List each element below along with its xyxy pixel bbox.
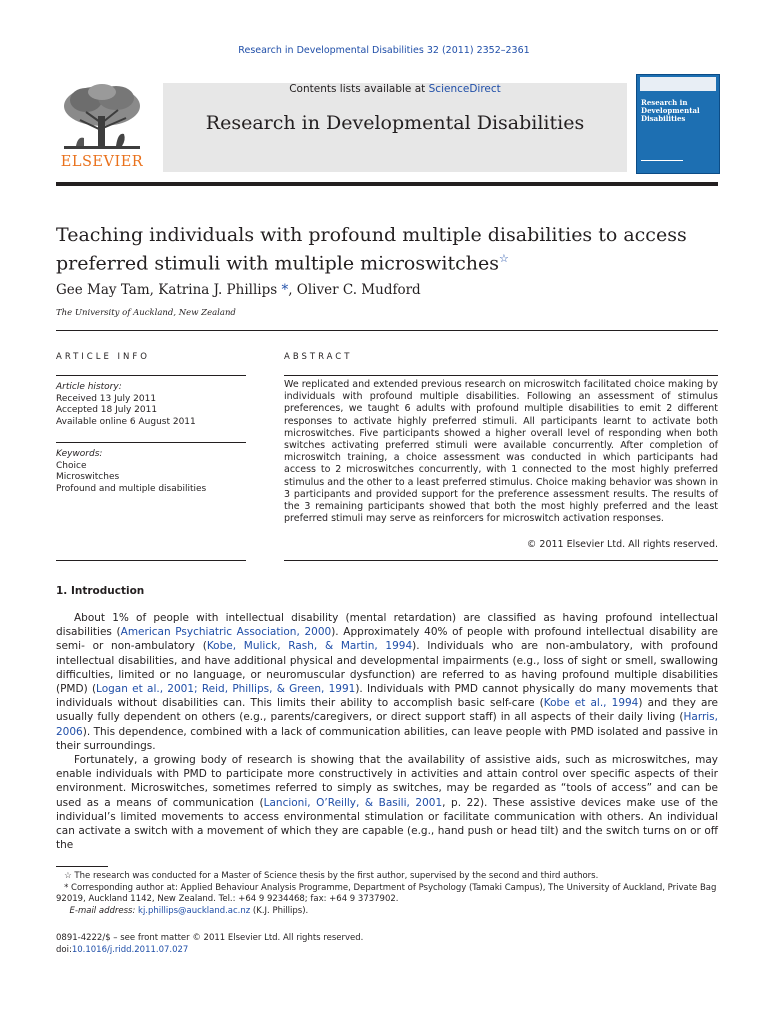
header-rule [56, 182, 718, 186]
footnote-rule [56, 866, 108, 867]
doi-label: doi: [56, 944, 72, 955]
author-1: Gee May Tam, [56, 282, 159, 298]
introduction-body [56, 611, 718, 852]
cover-rule [641, 160, 683, 161]
abstract-rule-top [284, 375, 718, 376]
contents-prefix: Contents lists available at [289, 83, 429, 95]
text-run: About 1% of people with intellectual disability (mental retardation) are classified as having profound intellectual disabilities ( [56, 612, 718, 639]
citation-link[interactable]: Kobe, Mulick, Rash, & Martin, 1994 [206, 640, 413, 653]
abstract-copyright: © 2011 Elsevier Ltd. All rights reserved. [526, 539, 718, 550]
author-list [56, 282, 421, 298]
footnote-corresponding [56, 883, 718, 906]
text-run: ). Approximately 40% of people with profound intellectual disability are semi- or non-ambulatory ( [56, 626, 719, 653]
text-run: ) and they are usually fully dependent on others (e.g., parents/caregivers, or direct support staff) in all aspects of their daily living ( [56, 697, 719, 724]
article-info-rule-top [56, 375, 246, 376]
journal-reference[interactable]: Research in Developmental Disabilities 32 (2011) 2352–2361 [238, 45, 530, 56]
email-label: E-mail address: [69, 905, 139, 916]
text-run: ). Individuals who are non-ambulatory, with profound intellectual disabilities, and have additional physical and developmental impairments (e.g., loss of sight or smell, swallowing difficulties, limited or no language, or neuromuscular dysfunction) are referred to as having profound multiple disabilities (PMD) ( [56, 640, 718, 696]
corresponding-author-mark[interactable]: * [277, 282, 289, 298]
text-run: ). This dependence, combined with a lack of communication abilities, can leave people with PMD isolated and passive in their surroundings. [56, 725, 718, 752]
citation-link[interactable]: Logan et al., 2001; Reid, Phillips, & Green, 1991 [96, 683, 356, 696]
publisher-logo-text: ELSEVIER [60, 154, 144, 170]
footnote-asterisk-icon: * [64, 882, 69, 893]
abstract-rule-bottom [284, 560, 718, 561]
footnote-star-icon: ☆ [64, 871, 72, 881]
keyword: Choice [56, 460, 87, 471]
cover-title: Research in Developmental Disabilities [641, 98, 700, 123]
email-link[interactable]: kj.phillips@auckland.ac.nz [138, 905, 251, 916]
citation-link[interactable]: American Psychiatric Association, 2000 [120, 626, 332, 639]
citation-link[interactable]: Kobe et al., 1994 [543, 697, 639, 710]
article-title-text: Teaching individuals with profound multiple disabilities to access preferred stimuli with multiple microswitches [56, 224, 687, 275]
author-3: , Oliver C. Mudford [288, 282, 421, 298]
cover-header-strip [640, 77, 716, 91]
paragraph [56, 611, 718, 753]
affiliation: The University of Auckland, New Zealand [56, 308, 236, 318]
received-date: Received 13 July 2011 [56, 393, 157, 404]
email-suffix: (K.J. Phillips). [250, 905, 309, 916]
sciencedirect-link[interactable]: ScienceDirect [428, 83, 501, 95]
journal-cover-thumbnail[interactable] [636, 74, 720, 174]
abstract-text: We replicated and extended previous research on microswitch facilitated choice making by individuals with profound multiple disabilities. Following an assessment of stimulus preferences, we taught 6 adults with profound multiple disabilities to emit 2 different responses to activate highly preferred stimuli. All participants learnt to activate both microswitches. Five participants showed a higher overall level of responding when both switches activating preferred stimuli were available concurrently. After completion of microswitch training, a choice assessment was conducted in which participants had access to 2 microswitches concurrently, with 1 connected to the most highly preferred stimulus and the other to a least preferred stimulus. Choice making behavior was shown in 3 participants and provided support for the preference assessment results. The results of the 3 remaining participants showed that both the most highly preferred and the least preferred stimuli may serve as reinforcers for microswitch activation responses. [284, 379, 718, 525]
doi-line [56, 945, 363, 957]
keywords [56, 449, 246, 495]
keywords-label: Keywords: [56, 449, 103, 459]
footnote-text: The research was conducted for a Master of Science thesis by the first author, supervised by the second and third authors. [71, 871, 599, 881]
author-2: Katrina J. Phillips [158, 282, 278, 298]
abstract-heading: ABSTRACT [284, 352, 353, 362]
article-history [56, 382, 246, 428]
history-label: Article history: [56, 382, 122, 392]
article-info-heading: ARTICLE INFO [56, 352, 150, 362]
article-info-rule-bottom [56, 560, 246, 561]
front-matter [56, 933, 363, 956]
citation-link[interactable]: Lancioni, O’Reilly, & Basili, 2001 [263, 796, 443, 809]
doi-link[interactable]: 10.1016/j.ridd.2011.07.027 [71, 944, 189, 955]
keyword: Profound and multiple disabilities [56, 483, 207, 494]
footnote-email [56, 906, 718, 918]
contents-line [163, 83, 627, 95]
footnotes [56, 871, 718, 917]
paragraph [56, 753, 718, 852]
accepted-date: Accepted 18 July 2011 [56, 405, 158, 415]
text-run: , p. 22). These assistive devices make use of the individual’s limited movements to access environmental stimulation or facilitate communication with others. An individual can activate a switch with a movement of which they are capable (e.g., hand push or head tilt) and the switch turns on or off the [56, 796, 718, 852]
article-title [56, 224, 718, 275]
footnote-text: Corresponding author at: Applied Behaviour Analysis Programme, Department of Psychology (Tamaki Campus), The University of Auckland, Private Bag 92019, Auckland 1142, New Zealand. Tel.: +64 9 9234468; fax: +64 9 3737902. [56, 882, 717, 904]
section-heading-introduction: 1. Introduction [56, 585, 145, 597]
footnote-funding [56, 871, 718, 883]
keyword: Microswitches [56, 472, 120, 482]
article-info-rule-mid [56, 442, 246, 443]
journal-title[interactable]: Research in Developmental Disabilities [205, 112, 585, 134]
title-footnote-star-icon[interactable]: ☆ [498, 252, 509, 265]
text-run: ). Individuals with PMD cannot physically do many movements that individuals without disabilities can. This limits their ability to accomplish basic self-care ( [56, 683, 718, 710]
online-date: Available online 6 August 2011 [56, 416, 196, 427]
tree-icon [56, 82, 148, 154]
citation-link[interactable]: Harris, 2006 [56, 711, 718, 738]
text-run: Fortunately, a growing body of research is showing that the availability of assistive aids, such as microswitches, may enable individuals with PMD to participate more constructively in activities and attain control over specific aspects of their environment. Microswitches, sometimes referred to simply as switches, may be regarded as “tools of access” and can be used as a means of communication ( [56, 754, 718, 809]
issn-line: 0891-4222/$ – see front matter © 2011 Elsevier Ltd. All rights reserved. [56, 933, 364, 943]
title-rule [56, 330, 718, 331]
